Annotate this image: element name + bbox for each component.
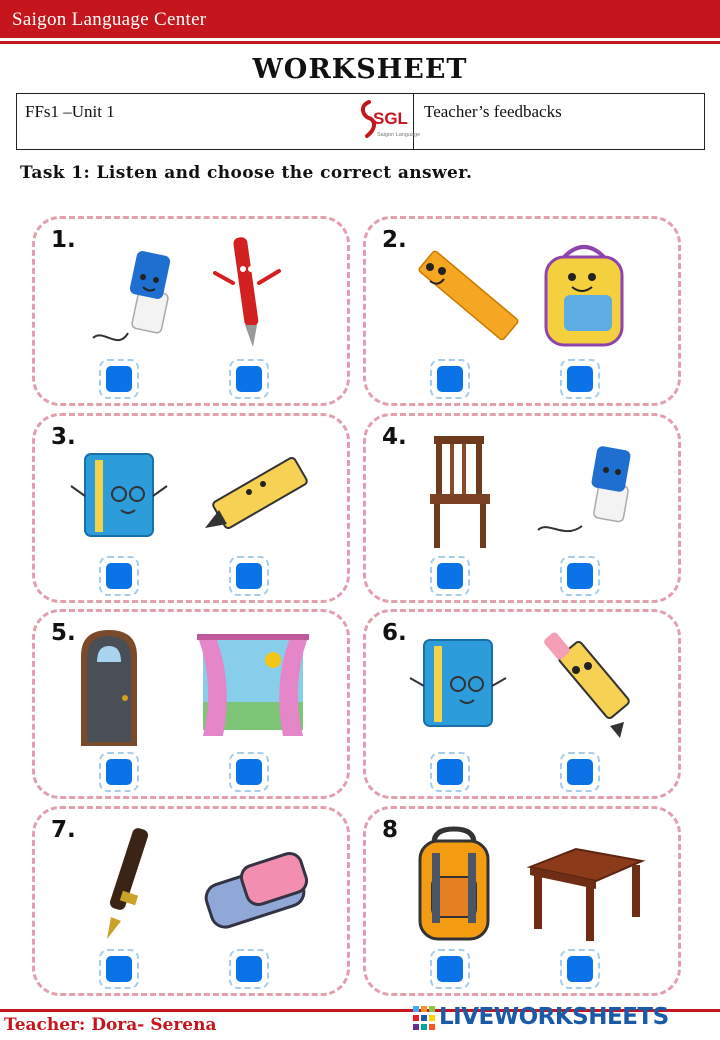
backpack-icon bbox=[524, 233, 644, 353]
question-card-3 bbox=[32, 413, 350, 603]
pen-icon bbox=[63, 823, 183, 943]
feedback-label: Teacher’s feedbacks bbox=[424, 102, 562, 121]
answer-checkbox-a[interactable] bbox=[430, 752, 470, 792]
question-number: 6. bbox=[382, 620, 407, 646]
question-card-8 bbox=[363, 806, 681, 996]
answer-checkbox-b[interactable] bbox=[560, 949, 600, 989]
unit-label: FFs1 –Unit 1 bbox=[25, 102, 115, 121]
answer-checkbox-b[interactable] bbox=[560, 359, 600, 399]
window-icon bbox=[193, 626, 313, 746]
teacher-name: Teacher: Dora- Serena bbox=[4, 1015, 217, 1035]
eraser-icon bbox=[63, 233, 183, 353]
table-icon bbox=[524, 823, 644, 943]
center-name: Saigon Language Center bbox=[12, 9, 207, 30]
chair-icon bbox=[394, 430, 514, 550]
question-number: 5. bbox=[51, 620, 76, 646]
answer-checkbox-a[interactable] bbox=[99, 359, 139, 399]
book-icon bbox=[63, 430, 183, 550]
question-card-4 bbox=[363, 413, 681, 603]
header-bar bbox=[0, 0, 720, 38]
question-number: 3. bbox=[51, 424, 76, 450]
question-card-7 bbox=[32, 806, 350, 996]
answer-checkbox-b[interactable] bbox=[229, 359, 269, 399]
question-number: 8 bbox=[382, 817, 399, 843]
pen-icon bbox=[193, 233, 313, 353]
header-divider bbox=[0, 41, 720, 44]
pencil-icon bbox=[524, 626, 644, 746]
sgl-logo-subtext: Saigon Language bbox=[377, 132, 421, 138]
answer-checkbox-b[interactable] bbox=[560, 556, 600, 596]
sgl-logo bbox=[355, 96, 421, 146]
eraser-icon bbox=[193, 823, 313, 943]
book-icon bbox=[394, 626, 514, 746]
question-number: 4. bbox=[382, 424, 407, 450]
unit-cell bbox=[17, 94, 421, 149]
task-instruction: Task 1: Listen and choose the correct answer. bbox=[20, 163, 473, 183]
answer-checkbox-a[interactable] bbox=[430, 359, 470, 399]
answer-checkbox-a[interactable] bbox=[99, 752, 139, 792]
question-card-1 bbox=[32, 216, 350, 406]
question-number: 2. bbox=[382, 227, 407, 253]
answer-checkbox-a[interactable] bbox=[99, 949, 139, 989]
answer-checkbox-b[interactable] bbox=[229, 949, 269, 989]
pencil-icon bbox=[193, 430, 313, 550]
answer-checkbox-a[interactable] bbox=[430, 949, 470, 989]
worksheet-title: WORKSHEET bbox=[252, 54, 468, 85]
info-table bbox=[16, 93, 705, 150]
liveworksheets-logo-icon bbox=[413, 1006, 435, 1030]
ruler-icon bbox=[394, 233, 514, 353]
door-icon bbox=[63, 626, 183, 746]
question-card-2 bbox=[363, 216, 681, 406]
answer-checkbox-b[interactable] bbox=[229, 752, 269, 792]
liveworksheets-brand: LIVEWORKSHEETS bbox=[439, 1004, 669, 1030]
sgl-logo-text: SGL bbox=[373, 109, 408, 128]
answer-checkbox-a[interactable] bbox=[99, 556, 139, 596]
liveworksheets-logo[interactable] bbox=[413, 1004, 713, 1032]
question-number: 7. bbox=[51, 817, 76, 843]
question-card-5 bbox=[32, 609, 350, 799]
eraser-icon bbox=[524, 430, 644, 550]
backpack-icon bbox=[394, 823, 514, 943]
question-number: 1. bbox=[51, 227, 76, 253]
answer-checkbox-b[interactable] bbox=[229, 556, 269, 596]
answer-checkbox-a[interactable] bbox=[430, 556, 470, 596]
question-card-6 bbox=[363, 609, 681, 799]
answer-checkbox-b[interactable] bbox=[560, 752, 600, 792]
